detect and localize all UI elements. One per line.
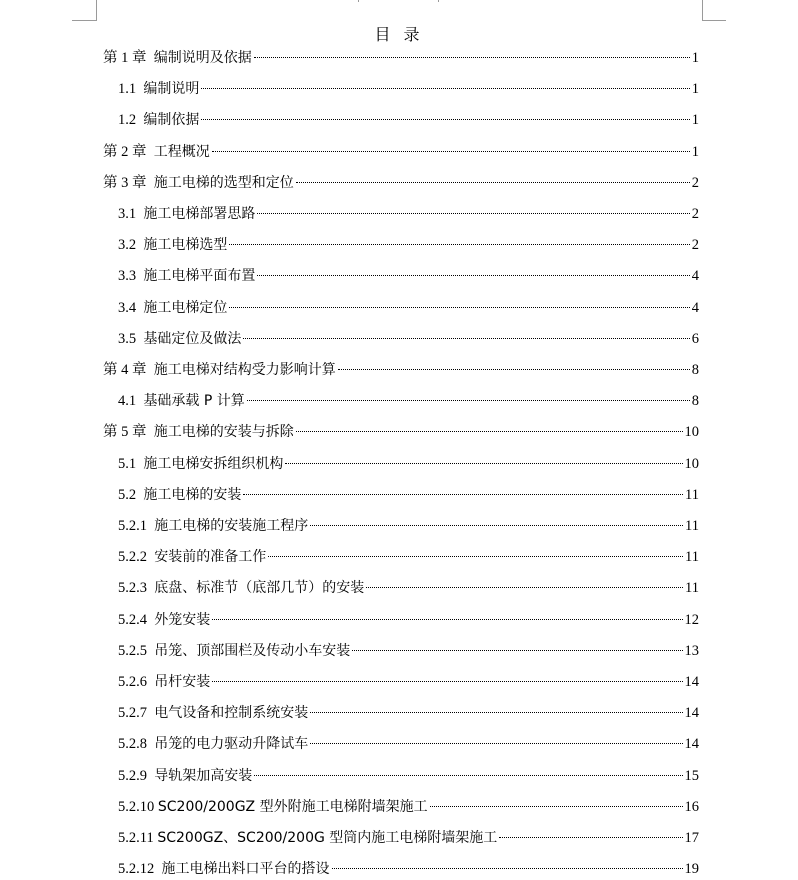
toc-dot-leader xyxy=(296,431,683,432)
toc-entry-number: 5.1 xyxy=(118,455,144,472)
crop-mark-right-horizontal xyxy=(702,20,726,21)
toc-dot-leader xyxy=(430,806,683,807)
toc-entry-label: 施工电梯安拆组织机构 xyxy=(143,455,284,472)
toc-entry-page-number: 6 xyxy=(691,330,699,347)
toc-entry-number: 1.1 xyxy=(118,81,144,98)
toc-dot-leader xyxy=(296,182,690,183)
toc-entry-label: 安装前的准备工作 xyxy=(154,549,267,566)
toc-entry-page-number: 15 xyxy=(684,767,699,784)
toc-dot-leader xyxy=(229,307,689,308)
toc-dot-leader xyxy=(268,556,683,557)
toc-entry-number: 第 5 章 xyxy=(103,424,154,441)
toc-entry-number: 5.2 xyxy=(118,486,144,503)
toc-entry[interactable] xyxy=(118,858,699,880)
toc-entry-label: 编制说明及依据 xyxy=(153,50,252,66)
toc-entry-label: 施工电梯出料口平台的搭设 xyxy=(161,861,330,878)
toc-entry-number: 1.2 xyxy=(118,112,144,129)
toc-entry[interactable] xyxy=(118,453,699,475)
toc-dot-leader xyxy=(254,57,690,58)
toc-entry[interactable] xyxy=(118,733,699,755)
toc-entry[interactable] xyxy=(118,546,699,568)
toc-entry-number: 5.2.5 xyxy=(118,642,155,659)
toc-entry[interactable] xyxy=(118,640,699,662)
toc-entry-label: 导轨架加高安装 xyxy=(154,767,253,784)
toc-entry-number: 5.2.4 xyxy=(118,611,155,628)
toc-entry-page-number: 10 xyxy=(684,424,699,441)
toc-dot-leader xyxy=(254,775,682,776)
toc-entry-number: 第 1 章 xyxy=(103,50,154,66)
toc-entry-page-number: 14 xyxy=(684,674,699,690)
toc-entry[interactable] xyxy=(118,297,699,319)
toc-entry-number: 3.3 xyxy=(118,268,144,285)
toc-dot-leader xyxy=(201,88,689,89)
toc-entry-page-number: 11 xyxy=(685,580,699,597)
toc-entry-page-number: 1 xyxy=(691,112,699,129)
toc-entry[interactable] xyxy=(118,577,699,599)
toc-entry-number: 5.2.2 xyxy=(118,549,155,566)
toc-entry-page-number: 14 xyxy=(684,736,699,753)
toc-entry-label: SC200GZ、SC200/200G 型筒内施工电梯附墙架施工 xyxy=(157,830,498,846)
toc-dot-leader xyxy=(332,868,683,869)
toc-entry[interactable] xyxy=(118,609,699,631)
toc-dot-leader xyxy=(310,525,683,526)
toc-entry[interactable] xyxy=(118,328,699,350)
toc-entry[interactable] xyxy=(103,47,699,69)
toc-dot-leader xyxy=(212,681,682,682)
toc-entry-number: 3.2 xyxy=(118,237,144,254)
toc-entry-page-number: 19 xyxy=(684,861,699,878)
toc-entry-label: 编制依据 xyxy=(143,112,200,129)
toc-dot-leader xyxy=(257,275,689,276)
toc-entry-page-number: 10 xyxy=(684,455,699,472)
toc-entry-page-number: 17 xyxy=(684,830,699,846)
crop-mark-right-vertical xyxy=(702,0,703,20)
toc-entry-number: 5.2.11 xyxy=(118,830,158,846)
toc-entry-label: 施工电梯的安装施工程序 xyxy=(154,518,309,534)
toc-entry-label: 底盘、标准节（底部几节）的安装 xyxy=(154,580,365,597)
toc-dot-leader xyxy=(257,213,689,214)
toc-dot-leader xyxy=(212,151,690,152)
toc-entry[interactable] xyxy=(118,702,699,724)
toc-entry[interactable] xyxy=(118,765,699,787)
toc-entry[interactable] xyxy=(118,203,699,225)
toc-entry[interactable] xyxy=(118,78,699,100)
toc-entry-number: 5.2.7 xyxy=(118,705,155,722)
toc-entry-page-number: 12 xyxy=(684,611,699,628)
toc-entry-page-number: 1 xyxy=(691,143,699,160)
toc-entry-label: SC200/200GZ 型外附施工电梯附墙架施工 xyxy=(157,798,428,815)
toc-dot-leader xyxy=(366,587,683,588)
toc-entry-number: 3.5 xyxy=(118,330,144,347)
toc-entry-label: 施工电梯的选型和定位 xyxy=(153,174,294,191)
toc-entry-label: 工程概况 xyxy=(153,143,210,160)
toc-entry-page-number: 1 xyxy=(691,81,699,98)
toc-dot-leader xyxy=(201,119,689,120)
toc-entry-page-number: 2 xyxy=(691,237,699,254)
crop-mark-top-stub xyxy=(438,0,439,2)
toc-entry-label: 吊笼、顶部围栏及传动小车安装 xyxy=(154,642,351,659)
toc-entry-page-number: 16 xyxy=(684,798,699,815)
toc-entry-label: 施工电梯平面布置 xyxy=(143,268,256,285)
crop-mark-left-horizontal xyxy=(72,20,97,21)
toc-dot-leader xyxy=(243,338,689,339)
toc-entry-number: 5.2.12 xyxy=(118,861,162,878)
toc-entry-label: 施工电梯定位 xyxy=(143,299,228,316)
toc-dot-leader xyxy=(352,650,682,651)
toc-entry-label: 基础定位及做法 xyxy=(143,330,242,347)
toc-entry-number: 第 2 章 xyxy=(103,143,154,160)
toc-dot-leader xyxy=(338,369,690,370)
toc-entry-number: 5.2.9 xyxy=(118,767,155,784)
crop-mark-top-stub xyxy=(358,0,359,2)
crop-mark-left-vertical xyxy=(96,0,97,20)
toc-entry[interactable] xyxy=(118,109,699,131)
toc-entry-page-number: 1 xyxy=(691,50,699,66)
toc-entry-number: 5.2.3 xyxy=(118,580,155,597)
toc-dot-leader xyxy=(285,463,682,464)
toc-entry[interactable] xyxy=(103,421,699,443)
toc-entry-page-number: 8 xyxy=(691,362,699,378)
toc-entry[interactable] xyxy=(118,484,699,506)
toc-entry-page-number: 8 xyxy=(691,393,699,410)
toc-entry[interactable] xyxy=(118,390,699,412)
toc-entry-label: 编制说明 xyxy=(143,81,200,98)
toc-dot-leader xyxy=(247,400,690,401)
toc-entry[interactable] xyxy=(103,359,699,381)
toc-entry-page-number: 11 xyxy=(685,549,699,566)
toc-dot-leader xyxy=(499,837,682,838)
toc-entry-page-number: 11 xyxy=(685,486,699,503)
toc-dot-leader xyxy=(229,244,689,245)
toc-entry-label: 施工电梯对结构受力影响计算 xyxy=(153,362,336,378)
toc-entry-label: 施工电梯部署思路 xyxy=(143,206,256,222)
toc-entry-page-number: 4 xyxy=(691,299,699,316)
toc-entry[interactable] xyxy=(118,265,699,287)
toc-dot-leader xyxy=(243,494,683,495)
toc-entry-number: 5.2.10 xyxy=(118,798,158,815)
toc-entry[interactable] xyxy=(118,827,699,849)
toc-entry-number: 第 3 章 xyxy=(103,174,154,191)
toc-entry-number: 5.2.1 xyxy=(118,518,155,534)
toc-entry-number: 3.4 xyxy=(118,299,144,316)
toc-entry[interactable] xyxy=(103,141,699,163)
toc-entry-label: 施工电梯选型 xyxy=(143,237,228,254)
toc-entry-page-number: 14 xyxy=(684,705,699,722)
toc-entry-page-number: 2 xyxy=(691,206,699,222)
toc-entry-page-number: 2 xyxy=(691,174,699,191)
toc-entry[interactable] xyxy=(118,515,699,537)
toc-entry-page-number: 11 xyxy=(685,518,699,534)
toc-entry-label: 外笼安装 xyxy=(154,611,211,628)
toc-entry-number: 5.2.8 xyxy=(118,736,155,753)
toc-entry[interactable] xyxy=(103,172,699,194)
toc-entry-number: 5.2.6 xyxy=(118,674,155,690)
toc-entry-page-number: 4 xyxy=(691,268,699,285)
toc-entry-number: 第 4 章 xyxy=(103,362,154,378)
toc-entry-number: 3.1 xyxy=(118,206,144,222)
toc-title: 目 录 xyxy=(374,25,424,44)
toc-entry[interactable] xyxy=(118,234,699,256)
toc-dot-leader xyxy=(310,712,682,713)
toc-entry[interactable] xyxy=(118,671,699,693)
toc-entry-label: 施工电梯的安装 xyxy=(143,486,242,503)
toc-entry-number: 4.1 xyxy=(118,393,144,410)
toc-entry-label: 基础承载 P 计算 xyxy=(143,393,245,410)
toc-entry-label: 吊杆安装 xyxy=(154,674,211,690)
toc-entry-label: 施工电梯的安装与拆除 xyxy=(153,424,294,441)
toc-dot-leader xyxy=(212,619,682,620)
toc-entry-label: 电气设备和控制系统安装 xyxy=(154,705,309,722)
toc-entry-label: 吊笼的电力驱动升降试车 xyxy=(154,736,309,753)
toc-dot-leader xyxy=(310,743,682,744)
toc-entry-page-number: 13 xyxy=(684,642,699,659)
toc-entry[interactable] xyxy=(118,796,699,818)
